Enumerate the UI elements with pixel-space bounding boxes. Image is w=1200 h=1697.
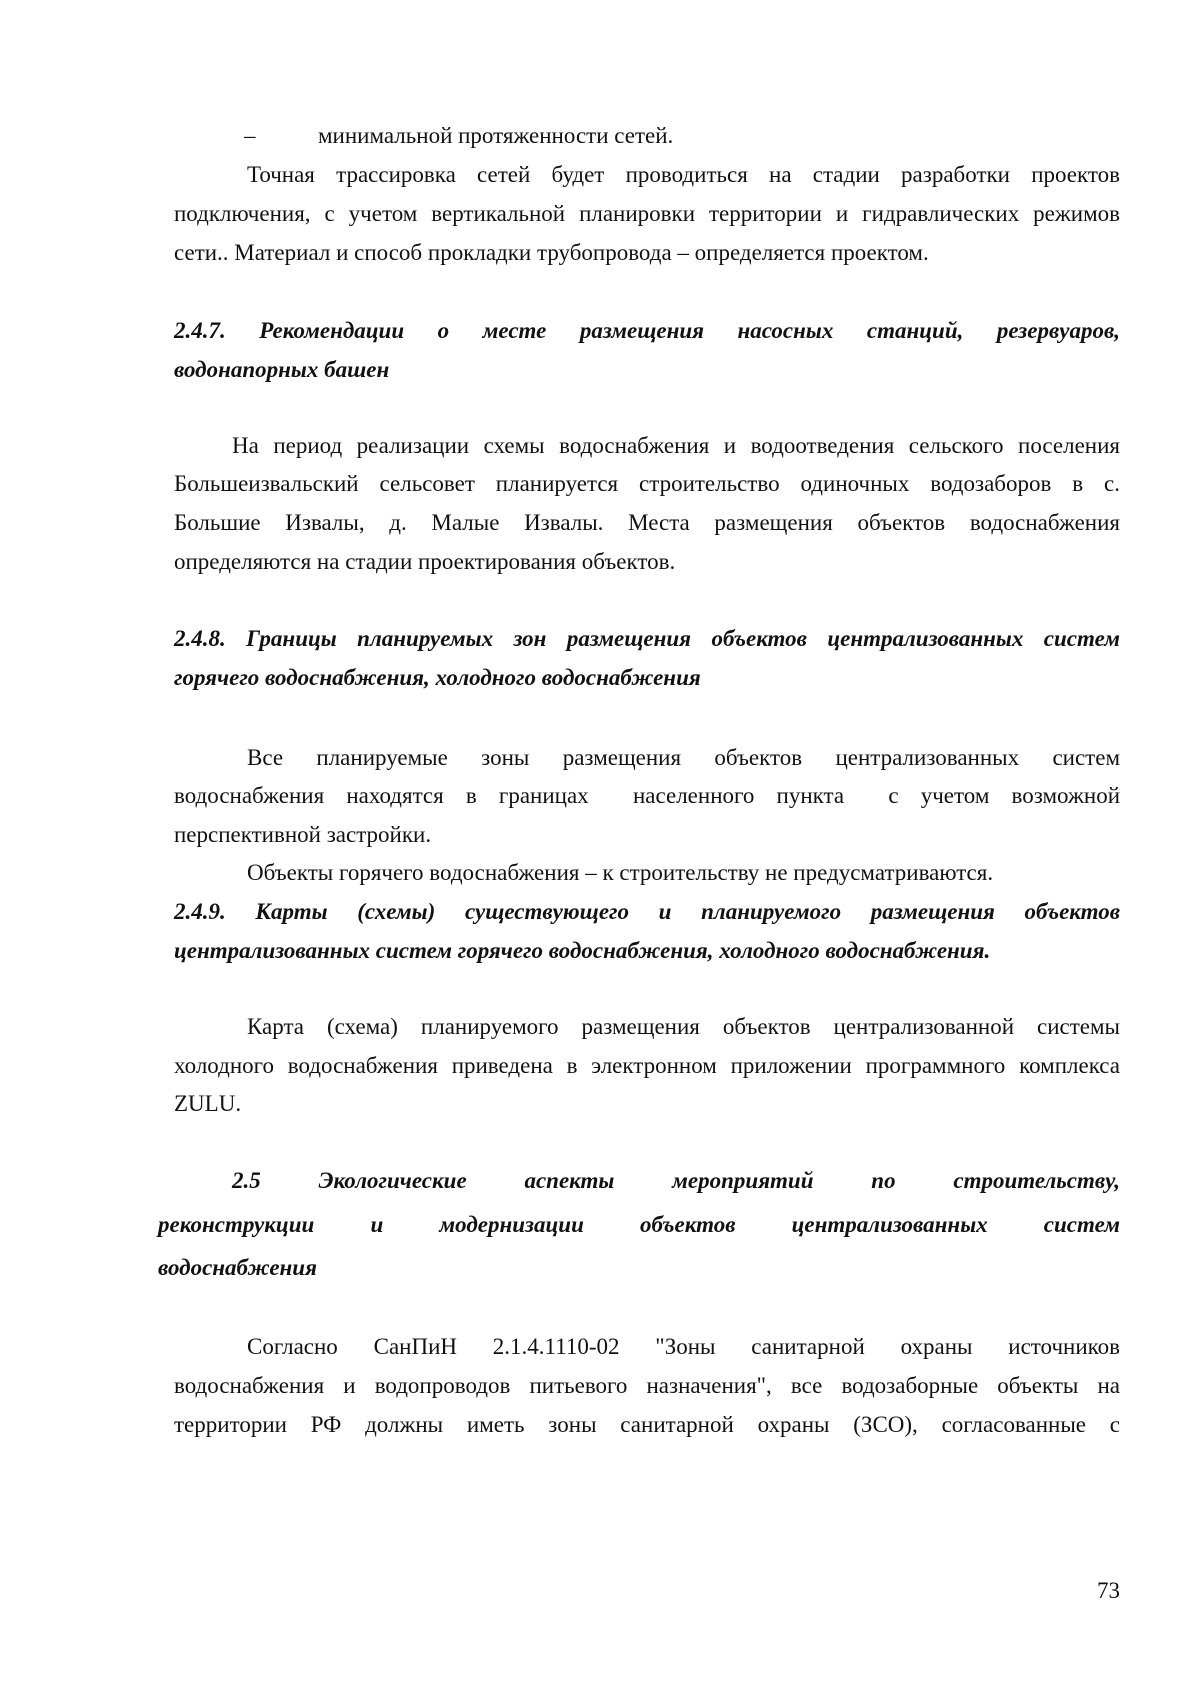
bullet-marker: – [244, 123, 256, 148]
paragraph-line: Согласно СанПиН 2.1.4.1110-02 "Зоны санитарной охраны источников [247, 1334, 1120, 1359]
paragraph-line: Объекты горячего водоснабжения – к строительству не предусматриваются. [247, 860, 994, 885]
section-heading-2-4-9-cont: централизованных систем горячего водоснабжения, холодного водоснабжения. [174, 938, 991, 963]
section-heading-2-5-cont: реконструкции и модернизации объектов централизованных систем [158, 1212, 1120, 1237]
paragraph-line: территории РФ должны иметь зоны санитарной охраны (ЗСО), согласованные с [174, 1412, 1120, 1437]
page-number: 73 [1097, 1578, 1120, 1603]
paragraph-line: водоснабжения находятся в границах населенного пункта с учетом возможной [174, 783, 1120, 808]
paragraph-line: сети.. Материал и способ прокладки трубопровода – определяется проектом. [174, 240, 929, 265]
paragraph-line: Точная трассировка сетей будет проводиться на стадии разработки проектов [247, 162, 1120, 187]
paragraph-line: подключения, с учетом вертикальной планировки территории и гидравлических режимов [174, 201, 1120, 226]
paragraph-line: определяются на стадии проектирования объектов. [174, 549, 676, 574]
paragraph-line: холодного водоснабжения приведена в электронном приложении программного комплекса [174, 1053, 1120, 1078]
section-heading-2-5: 2.5 Экологические аспекты мероприятий по строительству, [232, 1168, 1120, 1193]
paragraph-line: Большие Извалы, д. Малые Извалы. Места размещения объектов водоснабжения [174, 510, 1120, 535]
section-heading-2-4-9: 2.4.9. Карты (схемы) существующего и планируемого размещения объектов [174, 899, 1120, 924]
paragraph-line: водоснабжения и водопроводов питьевого назначения", все водозаборные объекты на [174, 1373, 1120, 1398]
section-heading-2-4-7: 2.4.7. Рекомендации о месте размещения насосных станций, резервуаров, [174, 318, 1120, 343]
bullet-text: минимальной протяженности сетей. [318, 123, 674, 148]
section-heading-2-4-8-cont: горячего водоснабжения, холодного водоснабжения [174, 665, 701, 690]
paragraph-line: Большеизвальский сельсовет планируется строительство одиночных водозаборов в с. [174, 471, 1120, 496]
section-heading-2-5-cont: водоснабжения [158, 1255, 317, 1280]
paragraph-line: Карта (схема) планируемого размещения объектов централизованной системы [247, 1014, 1120, 1039]
paragraph-line: На период реализации схемы водоснабжения и водоотведения сельского поселения [232, 433, 1120, 458]
paragraph-line: Все планируемые зоны размещения объектов централизованных систем [247, 745, 1120, 770]
paragraph-line: перспективной застройки. [174, 822, 432, 847]
section-heading-2-4-7-cont: водонапорных башен [174, 357, 390, 382]
section-heading-2-4-8: 2.4.8. Границы планируемых зон размещения объектов централизованных систем [174, 626, 1120, 651]
paragraph-line: ZULU. [174, 1091, 242, 1116]
